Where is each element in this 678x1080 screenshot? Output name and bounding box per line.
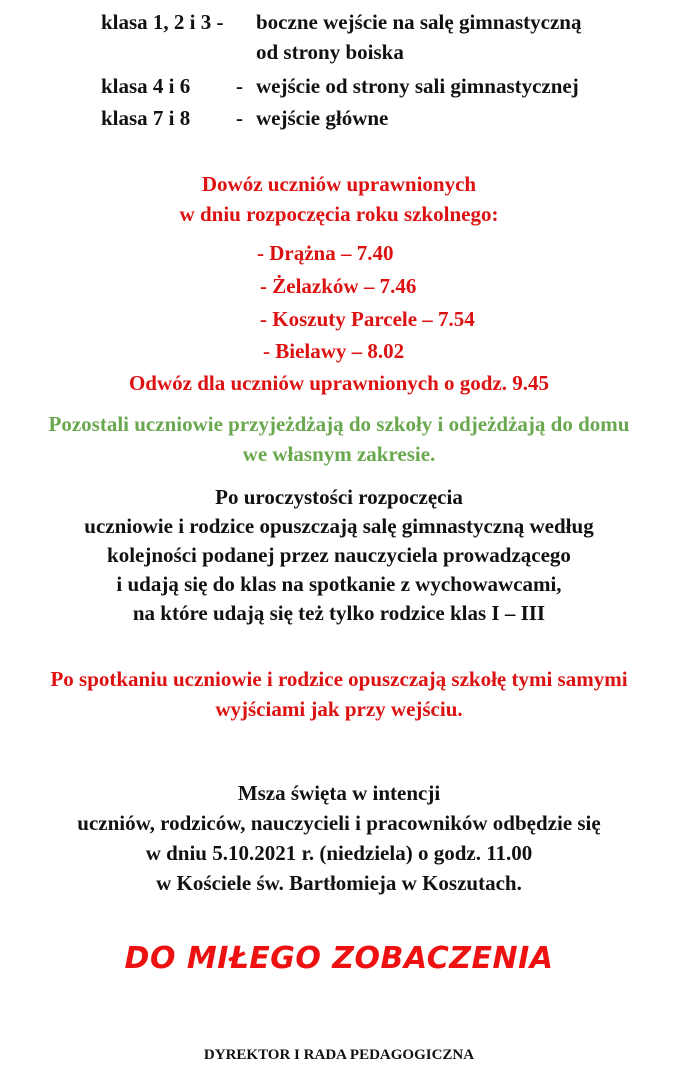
after-meeting-line2: wyjściami jak przy wejściu.	[215, 697, 463, 721]
mass-line1: Msza święta w intencji	[237, 781, 441, 805]
entrance-desc-7-8: wejście główne	[256, 106, 389, 130]
after-ceremony-line5: na które udają się też tylko rodzice klas I – III	[132, 601, 546, 625]
entrance-class-7-8: klasa 7 i 8	[101, 106, 191, 130]
after-ceremony-line4: i udają się do klas na spotkanie z wychowawcami,	[116, 572, 562, 596]
entrance-class-1-3: klasa 1, 2 i 3 -	[101, 10, 224, 34]
mass-line3: w dniu 5.10.2021 r. (niedziela) o godz. 11.00	[145, 841, 533, 865]
signature: DYREKTOR I RADA PEDAGOGICZNA	[203, 1047, 475, 1063]
others-notice-line1: Pozostali uczniowie przyjeżdżają do szkoły i odjeżdżają do domu	[48, 412, 630, 436]
mass-line2: uczniów, rodziców, nauczycieli i pracowników odbędzie się	[77, 811, 601, 835]
entrance-dash-7-8: -	[236, 106, 243, 130]
after-ceremony-line3: kolejności podanej przez nauczyciela prowadzącego	[107, 543, 571, 567]
transport-stop-zelazkow: - Żelazków – 7.46	[260, 274, 417, 298]
entrance-dash-4-6: -	[236, 74, 243, 98]
entrance-desc-1-3-cont: od strony boiska	[256, 40, 404, 64]
transport-title-line2: w dniu rozpoczęcia roku szkolnego:	[179, 202, 499, 226]
transport-title-line1: Dowóz uczniów uprawnionych	[201, 172, 477, 196]
greeting-heading: DO MIŁEGO ZOBACZENIA	[124, 941, 554, 976]
entrance-desc-1-3: boczne wejście na salę gimnastyczną	[256, 10, 582, 34]
entrance-class-4-6: klasa 4 i 6	[101, 74, 191, 98]
after-ceremony-line2: uczniowie i rodzice opuszczają salę gimnastyczną według	[84, 514, 594, 538]
after-meeting-line1: Po spotkaniu uczniowie i rodzice opuszczają szkołę tymi samymi	[50, 667, 628, 691]
transport-return: Odwóz dla uczniów uprawnionych o godz. 9.45	[128, 371, 550, 395]
transport-stop-bielawy: - Bielawy – 8.02	[263, 339, 405, 363]
others-notice-line2: we własnym zakresie.	[242, 442, 436, 466]
transport-stop-koszuty-parcele: - Koszuty Parcele – 7.54	[260, 307, 475, 331]
transport-stop-drazna: - Drążna – 7.40	[257, 241, 394, 265]
mass-line4: w Kościele św. Bartłomieja w Koszutach.	[156, 871, 522, 895]
entrance-desc-4-6: wejście od strony sali gimnastycznej	[256, 74, 579, 98]
after-ceremony-line1: Po uroczystości rozpoczęcia	[215, 485, 463, 509]
